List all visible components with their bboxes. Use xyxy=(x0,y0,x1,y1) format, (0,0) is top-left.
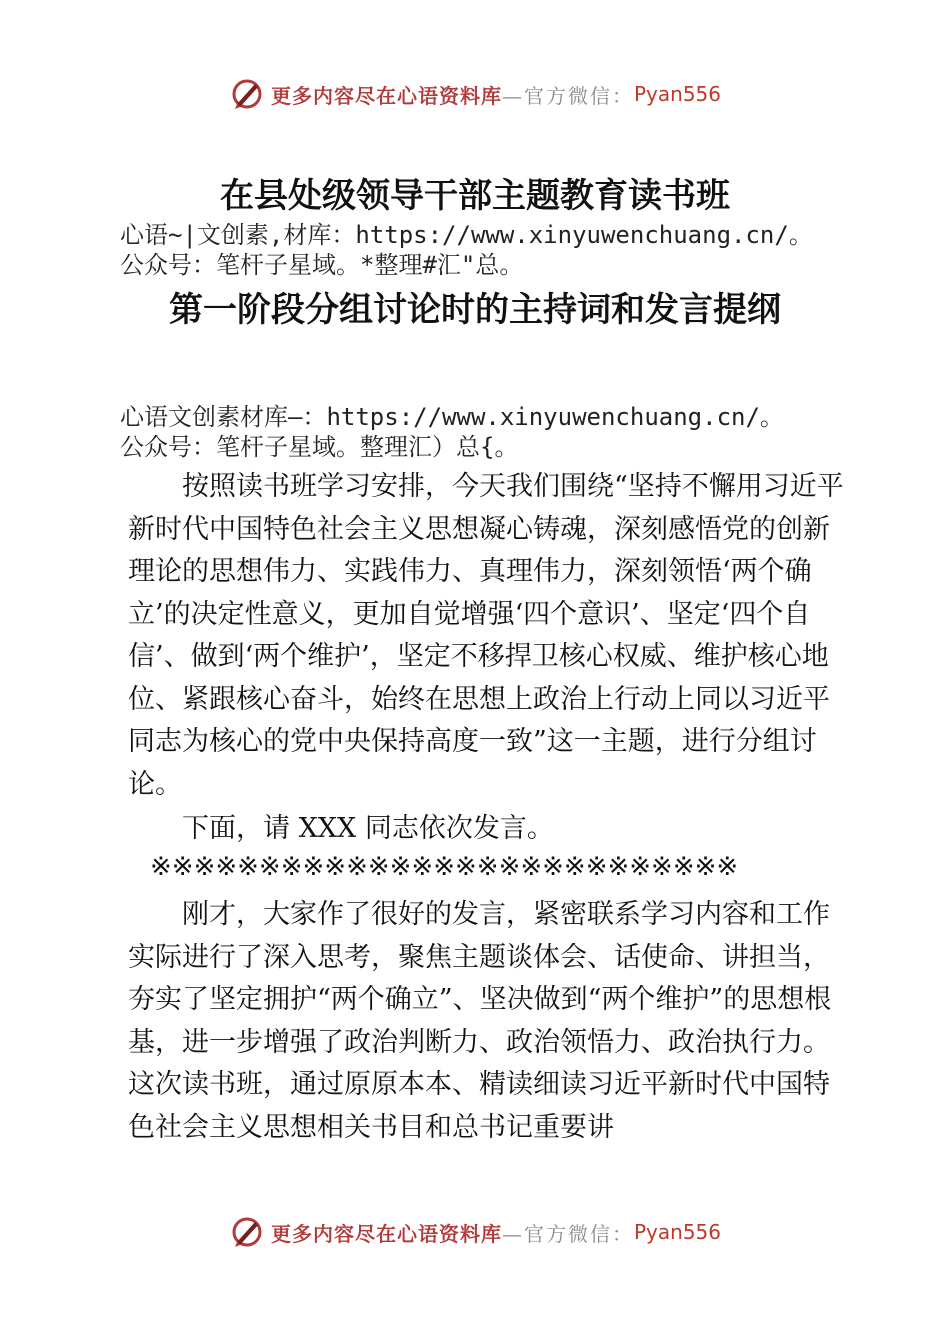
pen-swirl-logo-icon xyxy=(229,1214,265,1250)
watermark-line: 公众号：笔杆子星域。整理汇）总{。 xyxy=(120,433,519,461)
banner-main-text: 更多内容尽在心语资料库 xyxy=(270,1221,502,1246)
watermark-line: 心语文创素材库—：https://www.xinyuwenchuang.cn/。 xyxy=(120,403,784,431)
banner-wechat-id: Pyan556 xyxy=(633,1220,721,1244)
watermark-line: 公众号：笔杆子星域。*整理#汇"总。 xyxy=(120,251,524,279)
paragraph-text: 按照读书班学习安排，今天我们围绕“坚持不懈用习近平新时代中国特色社会主义思想凝心铸魂，深刻感悟党的创新理论的思想伟力、实践伟力、真理伟力，深刻领悟‘两个确立’的决定性意义，更加自觉增强‘四个意识’、坚定‘四个自信’、做到‘两个维护’，坚定不移捍卫核心权威、维护核心地位、紧跟核心奋斗，始终在思想上政治上行动上同以习近平同志为核心的党中央保持高度一致”这一主题，进行分组讨论。 xyxy=(128,471,844,800)
paragraph-text: 刚才，大家作了很好的发言，紧密联系学习内容和工作实际进行了深入思考，聚焦主题谈体会、话使命、讲担当，夯实了坚定拥护“两个确立”、坚决做到“两个维护”的思想根基，进一步增强了政治判断力、政治领悟力、政治执行力。这次读书班，通过原原本本、精读细读习近平新时代中国特色社会主义思想相关书目和总书记重要讲 xyxy=(128,899,832,1143)
body-paragraph xyxy=(128,466,848,806)
section-separator: ※※※※※※※※※※※※※※※※※※※※※※※※※※※ xyxy=(150,852,739,882)
banner-wechat-id: Pyan556 xyxy=(633,82,721,106)
header-banner xyxy=(0,72,950,116)
body-paragraph xyxy=(128,808,848,851)
footer-banner xyxy=(0,1210,950,1254)
watermark-line: 心语~|文创素,材库：https://www.xinyuwenchuang.cn/。 xyxy=(120,221,813,249)
banner-main-text: 更多内容尽在心语资料库 xyxy=(270,83,502,108)
paragraph-text: 下面，请 XXX 同志依次发言。 xyxy=(182,813,554,844)
pen-swirl-logo-icon xyxy=(229,76,265,112)
doc-title-line1: 在县处级领导干部主题教育读书班 xyxy=(220,176,730,216)
doc-title-line2: 第一阶段分组讨论时的主持词和发言提纲 xyxy=(169,290,781,330)
banner-sub-text: —官方微信： xyxy=(501,1221,634,1246)
banner-sub-text: —官方微信： xyxy=(501,83,634,108)
body-paragraph xyxy=(128,894,848,1149)
